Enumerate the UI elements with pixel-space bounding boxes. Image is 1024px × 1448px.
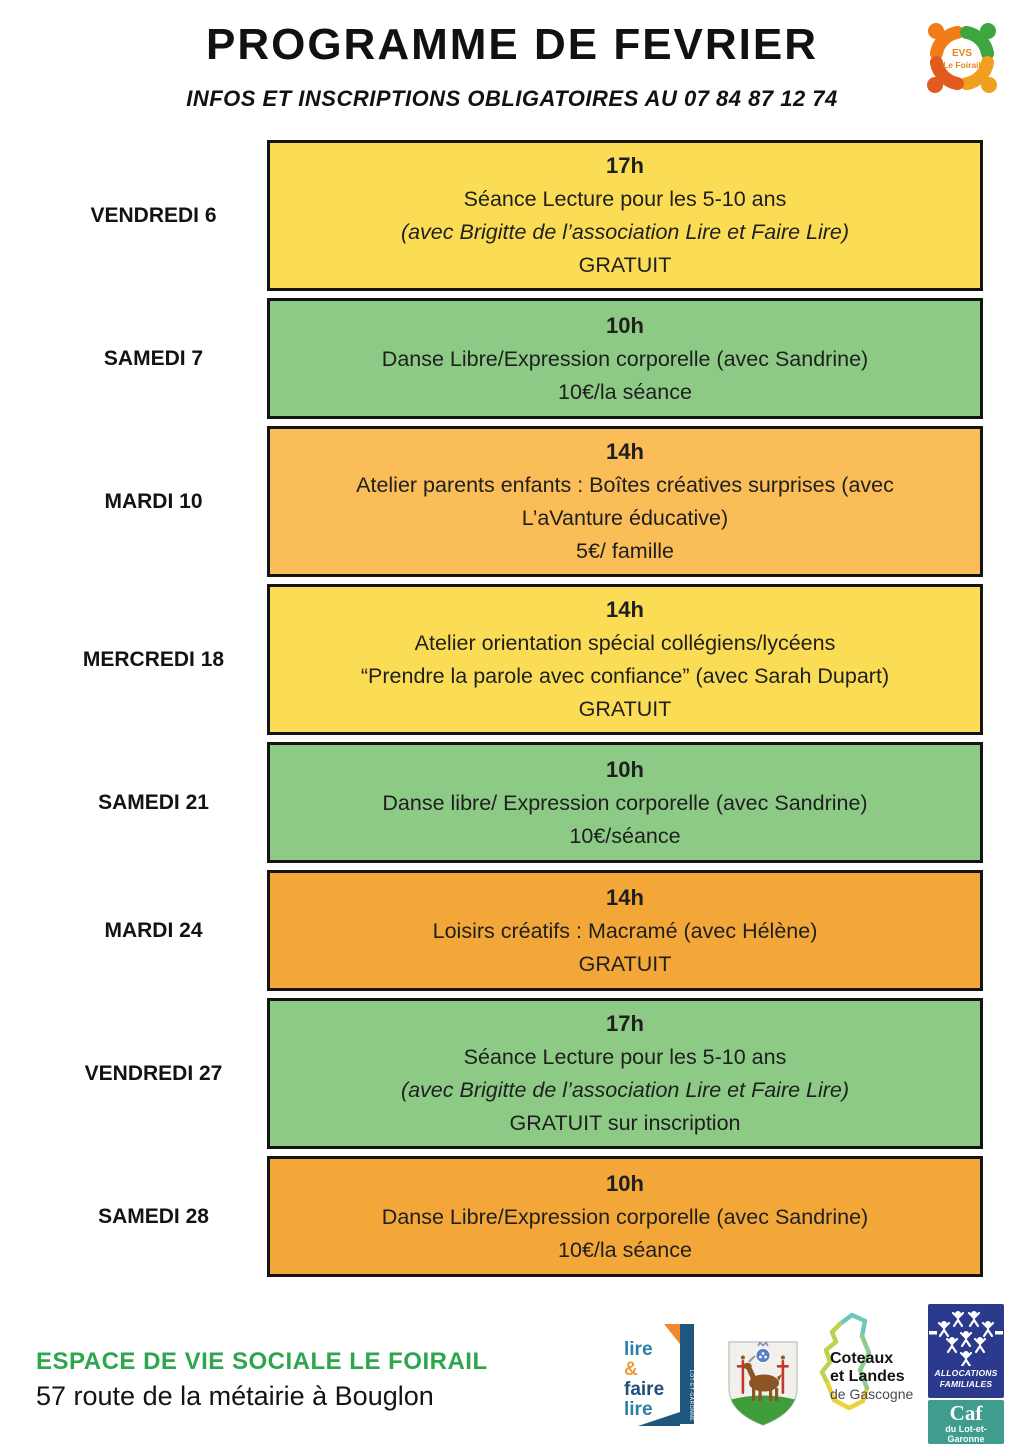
caf-family-figures-icon [928, 1304, 1004, 1366]
bookmark-flag-icon [664, 1324, 680, 1344]
event-line: L’aVanture éducative) [521, 506, 729, 530]
day-label: VENDREDI 27 [84, 1061, 223, 1085]
org-address: 57 route de la métairie à Bouglon [36, 1381, 434, 1411]
shield-goat-icon [722, 1336, 804, 1430]
event-time: 14h [606, 439, 644, 464]
lire-et-faire-lire-logo [622, 1318, 706, 1436]
event-line: 10€/la séance [558, 379, 692, 404]
org-name: ESPACE DE VIE SOCIALE LE FOIRAIL [36, 1348, 488, 1375]
schedule-row-mercredi-18 [0, 584, 983, 735]
partner-logos [612, 1300, 1016, 1448]
event-time: 17h [606, 1011, 644, 1036]
event-time: 10h [606, 756, 644, 782]
day-label: VENDREDI 6 [90, 203, 217, 227]
people-circle-icon [912, 8, 1012, 108]
caf-allocations-text [928, 1368, 1004, 1390]
lfl-word-lire2: lire [624, 1399, 653, 1420]
schedule-row-mardi-24 [0, 870, 983, 991]
event-line: Danse libre/ Expression corporelle (avec Sandrine) [382, 790, 868, 815]
lfl-wordmark [624, 1340, 664, 1420]
event-line: GRATUIT sur inscription [509, 1111, 741, 1135]
day-label: SAMEDI 7 [103, 346, 204, 370]
caf-sub1: du Lot-et- [945, 1424, 987, 1434]
lfl-word-lire: lire [624, 1339, 653, 1360]
schedule-row-vendredi-6 [0, 140, 983, 291]
coteaux-line3: de Gascogne [830, 1386, 914, 1402]
event-box [267, 298, 983, 419]
event-line: Séance Lecture pour les 5-10 ans [463, 1045, 787, 1069]
coteaux-wordmark [830, 1350, 913, 1403]
schedule-row-vendredi-27 [0, 998, 983, 1149]
evs-le-foirail-logo [912, 8, 1012, 108]
event-box [267, 742, 983, 863]
evs-logo-text-1: EVS [951, 48, 973, 59]
page-title: PROGRAMME DE FEVRIER [205, 20, 819, 69]
coteaux-et-landes-logo [812, 1308, 924, 1434]
event-line: Danse Libre/Expression corporelle (avec Sandrine) [381, 1204, 869, 1229]
event-line: GRATUIT [578, 951, 672, 976]
lfl-word-faire: faire [624, 1379, 665, 1400]
header [0, 20, 1024, 112]
schedule [0, 140, 1024, 1284]
event-box [267, 584, 983, 735]
coteaux-line2: et Landes [830, 1368, 905, 1385]
event-box [267, 998, 983, 1149]
caf-sub2: Garonne [947, 1434, 985, 1444]
day-label: MERCREDI 18 [82, 647, 225, 671]
schedule-row-samedi-7 [0, 298, 983, 419]
subtitle-phone: INFOS ET INSCRIPTIONS OBLIGATOIRES AU 07 84 87 12 74 [186, 86, 838, 111]
event-line: Danse Libre/Expression corporelle (avec Sandrine) [381, 346, 869, 371]
event-time: 14h [606, 884, 644, 910]
day-label: SAMEDI 21 [98, 790, 209, 814]
caf-allocations-line1: ALLOCATIONS [934, 1368, 998, 1378]
caf-teal-block [928, 1400, 1004, 1444]
coteaux-line1: Coteaux [830, 1350, 894, 1367]
event-line: (avec Brigitte de l’association Lire et Faire Lire) [400, 220, 850, 244]
event-box [267, 140, 983, 291]
event-line: Atelier orientation spécial collégiens/lycéens [414, 631, 836, 655]
day-label: SAMEDI 28 [98, 1204, 209, 1228]
event-box [267, 1156, 983, 1277]
event-line: GRATUIT [578, 697, 672, 721]
event-line: 10€/la séance [558, 1237, 692, 1262]
event-line: Séance Lecture pour les 5-10 ans [463, 187, 787, 211]
evs-logo-text-2: Le Foirail [943, 60, 981, 70]
event-box [267, 426, 983, 577]
day-label: MARDI 24 [104, 918, 203, 942]
lfl-ampersand: & [624, 1359, 638, 1380]
event-time: 10h [606, 312, 644, 338]
event-line: Atelier parents enfants : Boîtes créatives surprises (avec [356, 473, 894, 497]
event-time: 14h [606, 597, 644, 622]
event-line: Loisirs créatifs : Macramé (avec Hélène) [432, 918, 818, 943]
caf-logo [928, 1304, 1004, 1444]
event-line: 5€/ famille [576, 539, 674, 563]
caf-allocations-line2: FAMILIALES [939, 1379, 993, 1389]
lfl-side-text: LOT-ET-GARONNE [688, 1370, 694, 1422]
schedule-row-samedi-28 [0, 1156, 983, 1277]
event-line: 10€/séance [569, 823, 681, 848]
footer-address-block [36, 1348, 488, 1412]
event-box [267, 870, 983, 991]
event-time: 10h [606, 1170, 644, 1196]
caf-blue-block [928, 1304, 1004, 1398]
event-line: “Prendre la parole avec confiance” (avec Sarah Dupart) [360, 664, 890, 688]
event-time: 17h [606, 153, 644, 178]
event-line: (avec Brigitte de l’association Lire et Faire Lire) [400, 1078, 850, 1102]
schedule-row-mardi-10 [0, 426, 983, 577]
day-label: MARDI 10 [104, 489, 203, 513]
schedule-row-samedi-21 [0, 742, 983, 863]
event-line: GRATUIT [578, 253, 672, 277]
bouglon-coat-of-arms [722, 1336, 804, 1430]
caf-name: Caf [949, 1401, 983, 1425]
